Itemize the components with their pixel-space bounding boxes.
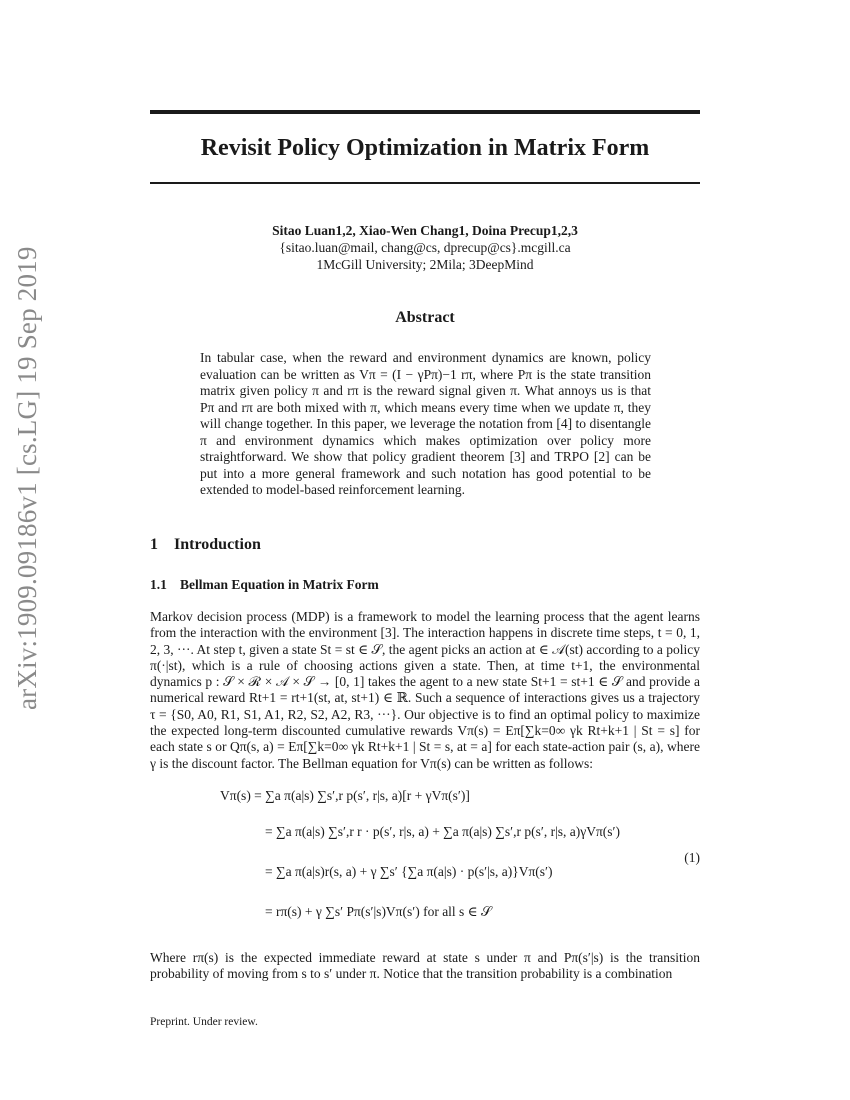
section-heading — [150, 536, 261, 554]
equation-number: (1) — [684, 850, 700, 865]
section-number: 1 — [150, 536, 158, 553]
abstract-heading: Abstract — [395, 309, 455, 326]
author-affiliations: 1McGill University; 2Mila; 3DeepMind — [316, 257, 534, 272]
author-block — [150, 222, 700, 273]
equation-line: = rπ(s) + γ ∑s′ Pπ(s′|s)Vπ(s′) for all s ∈ 𝒮 — [265, 904, 492, 919]
section-title: Introduction — [174, 536, 261, 553]
intro-paragraph: Markov decision process (MDP) is a framework to model the learning process that the agent learns from the interaction with the environment [3]. The interaction happens in discrete time steps, t = 0, 1, 2, 3, ···. At step t, given a state St = st ∈ 𝒮, the agent picks an action at ∈ 𝒜(st) according to a policy π(·|st), which is a rule of choosing actions given a state. Then, at time t+1, the environmental dynamics p : 𝒮 × ℛ × 𝒜 × 𝒮 → [0, 1] takes the agent to a new state St+1 = st+1 ∈ 𝒮 and provide a numerical reward Rt+1 = rt+1(st, at, st+1) ∈ ℝ. Such a sequence of interactions gives us a trajectory τ = {S0, A0, R1, S1, A1, R2, S2, A2, R3, ···}. Our objective is to find an optimal policy to maximize the expected long-term discounted cumulative rewards Vπ(s) = Eπ[∑k=0∞ γk Rt+k+1 | St = s] for each state s or Qπ(s, a) = Eπ[∑k=0∞ γk Rt+k+1 | St = s, at = a] for each state-action pair (s, a), where γ is the discount factor. The Bellman equation for Vπ(s) can be written as follows: — [150, 609, 700, 771]
author-emails: {sitao.luan@mail, chang@cs, dprecup@cs}.mcgill.ca — [279, 240, 571, 255]
subsection-number: 1.1 — [150, 577, 167, 592]
title-rule-top — [150, 110, 700, 114]
subsection-title: Bellman Equation in Matrix Form — [180, 577, 379, 592]
followup-paragraph: Where rπ(s) is the expected immediate reward at state s under π and Pπ(s′|s) is the transition probability of moving from s to s′ under π. Notice that the transition probability is a combination — [150, 950, 700, 982]
arxiv-identifier-stamp: arXiv:1909.09186v1 [cs.LG] 19 Sep 2019 — [12, 246, 42, 710]
equation-line: = ∑a π(a|s) ∑s′,r r · p(s′, r|s, a) + ∑a π(a|s) ∑s′,r p(s′, r|s, a)γVπ(s′) — [265, 824, 621, 839]
title-rule-bottom — [150, 182, 700, 184]
bellman-equation — [150, 784, 700, 934]
subsection-heading — [150, 577, 379, 593]
paper-title: Revisit Policy Optimization in Matrix Form — [200, 135, 650, 161]
preprint-footer: Preprint. Under review. — [150, 1016, 258, 1028]
author-names: Sitao Luan1,2, Xiao-Wen Chang1, Doina Precup1,2,3 — [272, 223, 578, 238]
abstract-text: In tabular case, when the reward and environment dynamics are known, policy evaluation can be written as Vπ = (I − γPπ)−1 rπ, where Pπ is the state transition matrix given policy π and rπ is the reward signal given π. What annoys us is that Pπ and rπ are both mixed with π, which means every time when we update π, they will change together. In this paper, we leverage the notation from [4] to disentangle π and environment dynamics which makes optimization over policy more straightforward. We show that policy gradient theorem [3] and TRPO [2] can be put into a more general framework and such notation has good potential to be extended to model-based reinforcement learning. — [200, 350, 651, 497]
equation-line: Vπ(s) = ∑a π(a|s) ∑s′,r p(s′, r|s, a)[r + γVπ(s′)] — [220, 788, 470, 803]
equation-line: = ∑a π(a|s)r(s, a) + γ ∑s′ {∑a π(a|s) · p(s′|s, a)}Vπ(s′) — [265, 864, 553, 879]
